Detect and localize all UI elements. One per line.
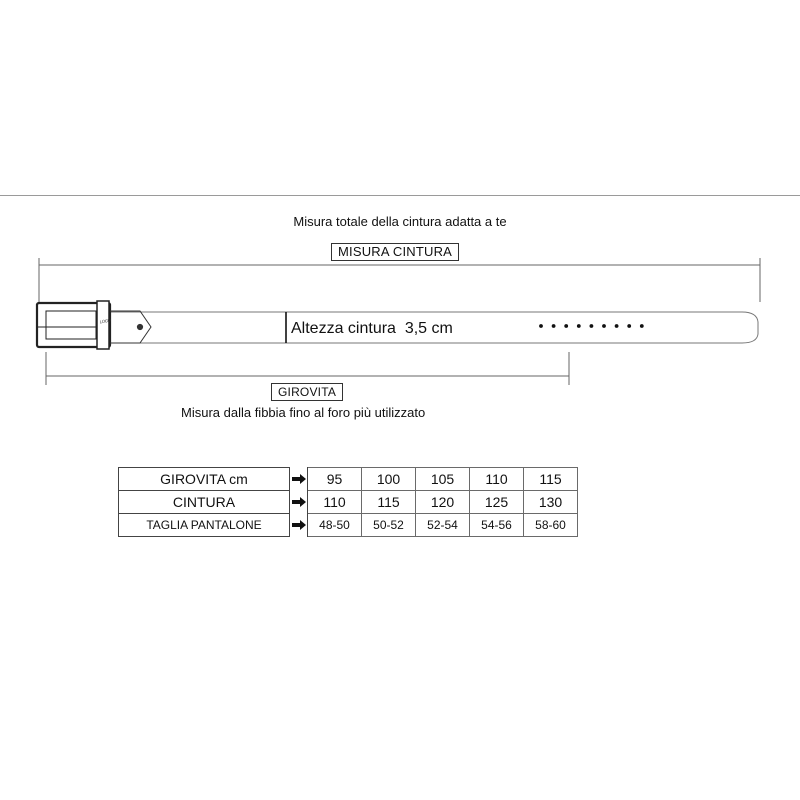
size-table [118, 467, 578, 537]
table-cell: 120 [416, 491, 470, 514]
buckle [37, 301, 110, 349]
belt-hole [627, 324, 631, 328]
arrow-right-icon [290, 491, 308, 514]
table-cell: 110 [470, 468, 524, 491]
belt-hole [590, 324, 594, 328]
total-length-label: MISURA CINTURA [331, 243, 459, 261]
row-label: TAGLIA PANTALONE [119, 514, 290, 537]
size-table-row [119, 514, 578, 537]
table-cell: 130 [524, 491, 578, 514]
table-cell: 110 [308, 491, 362, 514]
table-cell: 125 [470, 491, 524, 514]
table-cell: 58-60 [524, 514, 578, 537]
table-cell: 115 [524, 468, 578, 491]
table-cell: 115 [362, 491, 416, 514]
brand-mark: ᴸᴼᴳᴼ [99, 318, 112, 327]
arrow-right-icon [290, 468, 308, 491]
top-divider [0, 195, 800, 196]
belt-hole [615, 324, 619, 328]
belt-hole [577, 324, 581, 328]
table-cell: 54-56 [470, 514, 524, 537]
belt-hole [564, 324, 568, 328]
belt-holes [539, 324, 644, 328]
total-length-dimension [39, 258, 760, 302]
arrow-right-icon [290, 514, 308, 537]
belt-hole [539, 324, 543, 328]
table-cell: 105 [416, 468, 470, 491]
waist-caption: Misura dalla fibbia fino al foro più utilizzato [181, 405, 426, 420]
table-cell: 48-50 [308, 514, 362, 537]
table-cell: 52-54 [416, 514, 470, 537]
belt-diagram [0, 250, 800, 400]
row-label: GIROVITA cm [119, 468, 290, 491]
belt-hole [640, 324, 644, 328]
waist-dimension [46, 352, 569, 385]
belt-hole [602, 324, 606, 328]
total-length-caption: Misura totale della cintura adatta a te [293, 214, 507, 229]
table-cell: 50-52 [362, 514, 416, 537]
size-table-row [119, 468, 578, 491]
row-label: CINTURA [119, 491, 290, 514]
table-cell: 95 [308, 468, 362, 491]
belt-hole [552, 324, 556, 328]
waist-label: GIROVITA [271, 383, 343, 401]
height-label: Altezza cintura 3,5 cm [291, 320, 453, 337]
table-cell: 100 [362, 468, 416, 491]
size-table-row [119, 491, 578, 514]
